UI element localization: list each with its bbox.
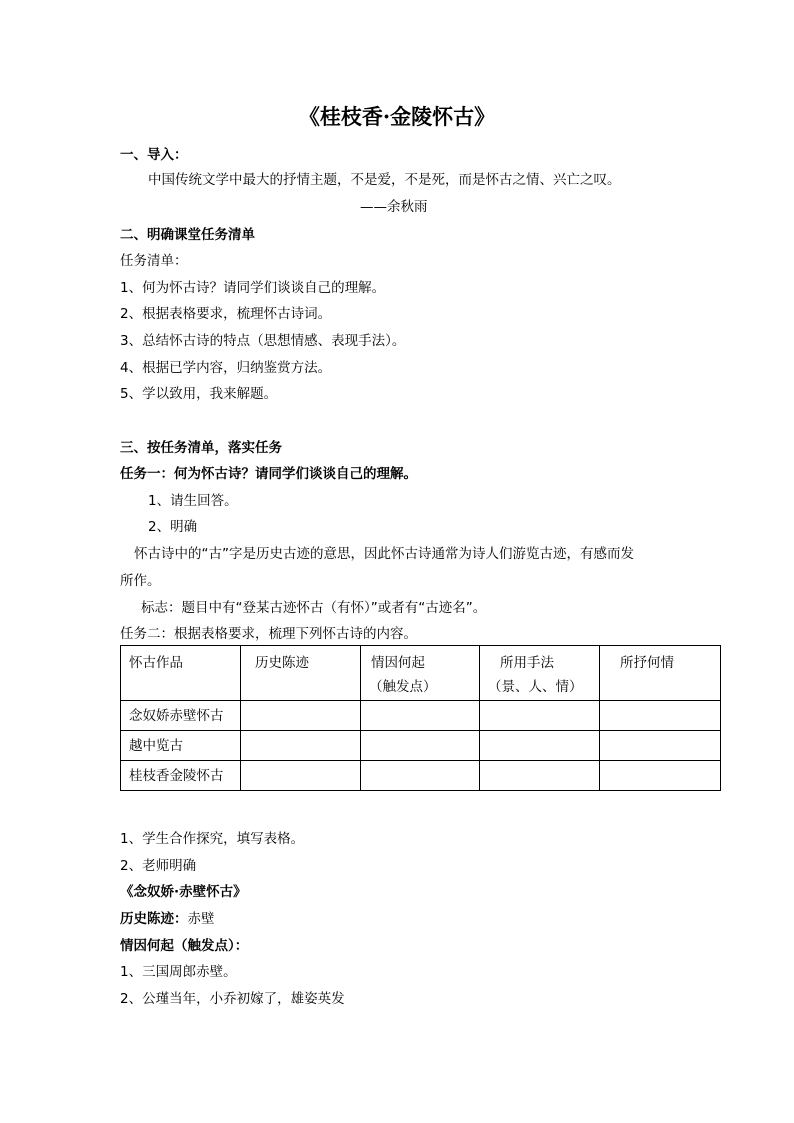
table-cell-empty[interactable] xyxy=(480,731,600,761)
history-value: 赤壁 xyxy=(187,911,215,927)
history-label: 历史陈迹： xyxy=(120,911,188,927)
table-row xyxy=(121,701,721,731)
table-header-cell xyxy=(361,646,480,701)
table-cell-empty[interactable] xyxy=(600,761,721,791)
task1-sign: 标志：题目中有“登某古迹怀古（有怀）”或者有“古迹名”。 xyxy=(141,600,487,616)
poem-title: 《念奴娇·赤壁怀古》 xyxy=(120,884,247,900)
table-header-cell xyxy=(480,646,600,701)
table-cell-empty[interactable] xyxy=(241,761,361,791)
intro-heading: 一、导入： xyxy=(120,147,188,163)
intro-author: ——余秋雨 xyxy=(360,199,428,215)
poem-table xyxy=(120,645,721,791)
table-cell-empty[interactable] xyxy=(241,701,361,731)
header-main: 所用手法 xyxy=(500,655,554,671)
trigger-item: 2、公瑾当年，小乔初嫁了，雄姿英发 xyxy=(120,991,345,1007)
table-header-cell xyxy=(121,646,241,701)
trigger-item: 1、三国周郎赤壁。 xyxy=(120,964,237,980)
table-cell-work: 念奴娇赤壁怀古 xyxy=(121,701,241,731)
task1-explanation-line1: 怀古诗中的“古”字是历史古迹的意思，因此怀古诗通常为诗人们游览古迹，有感而发 xyxy=(134,546,634,562)
table-cell-empty[interactable] xyxy=(480,701,600,731)
task-list-label: 任务清单： xyxy=(120,253,188,269)
task2-heading: 任务二：根据表格要求，梳理下列怀古诗的内容。 xyxy=(120,626,417,642)
task-list-item: 3、总结怀古诗的特点（思想情感、表现手法）。 xyxy=(120,333,406,349)
table-cell-empty[interactable] xyxy=(480,761,600,791)
section2-heading: 二、明确课堂任务清单 xyxy=(120,227,255,243)
task-list-item: 1、何为怀古诗？请同学们谈谈自己的理解。 xyxy=(120,280,386,296)
table-row xyxy=(121,731,721,761)
task-list-item: 5、学以致用，我来解题。 xyxy=(120,386,278,402)
table-cell-work: 越中览古 xyxy=(121,731,241,761)
task-list-item: 4、根据已学内容，归纳鉴赏方法。 xyxy=(120,360,332,376)
trigger-heading: 情因何起（触发点）： xyxy=(120,938,249,954)
table-row xyxy=(121,761,721,791)
table-cell-empty[interactable] xyxy=(600,701,721,731)
header-main: 所抒何情 xyxy=(620,655,674,671)
header-sub: （触发点） xyxy=(369,679,437,695)
table-cell-empty[interactable] xyxy=(361,761,480,791)
table-header-cell xyxy=(241,646,361,701)
table-cell-empty[interactable] xyxy=(241,731,361,761)
table-cell-empty[interactable] xyxy=(600,731,721,761)
header-main: 怀古作品 xyxy=(129,655,183,671)
task-list-item: 2、根据表格要求，梳理怀古诗词。 xyxy=(120,306,332,322)
header-main: 情因何起 xyxy=(371,655,425,671)
table-cell-work: 桂枝香金陵怀古 xyxy=(121,761,241,791)
task2-step2: 2、老师明确 xyxy=(120,858,197,874)
task1-explanation-line2: 所作。 xyxy=(120,573,161,589)
table-header-row xyxy=(121,646,721,701)
table-cell-empty[interactable] xyxy=(361,701,480,731)
table-header-cell xyxy=(600,646,721,701)
task1-step2: 2、明确 xyxy=(148,519,198,535)
history-line xyxy=(120,910,215,928)
table-cell-empty[interactable] xyxy=(361,731,480,761)
task1-heading: 任务一：何为怀古诗？请同学们谈谈自己的理解。 xyxy=(120,466,417,482)
intro-quote: 中国传统文学中最大的抒情主题，不是爱，不是死，而是怀古之情、兴亡之叹。 xyxy=(148,172,621,188)
section3-heading: 三、按任务清单，落实任务 xyxy=(120,440,282,456)
header-sub: （景、人、情） xyxy=(488,679,583,695)
document-title: 《桂枝香·金陵怀古》 xyxy=(298,104,496,129)
task1-step1: 1、请生回答。 xyxy=(148,493,238,509)
task2-step1: 1、学生合作探究，填写表格。 xyxy=(120,831,305,847)
header-main: 历史陈迹 xyxy=(255,655,309,671)
